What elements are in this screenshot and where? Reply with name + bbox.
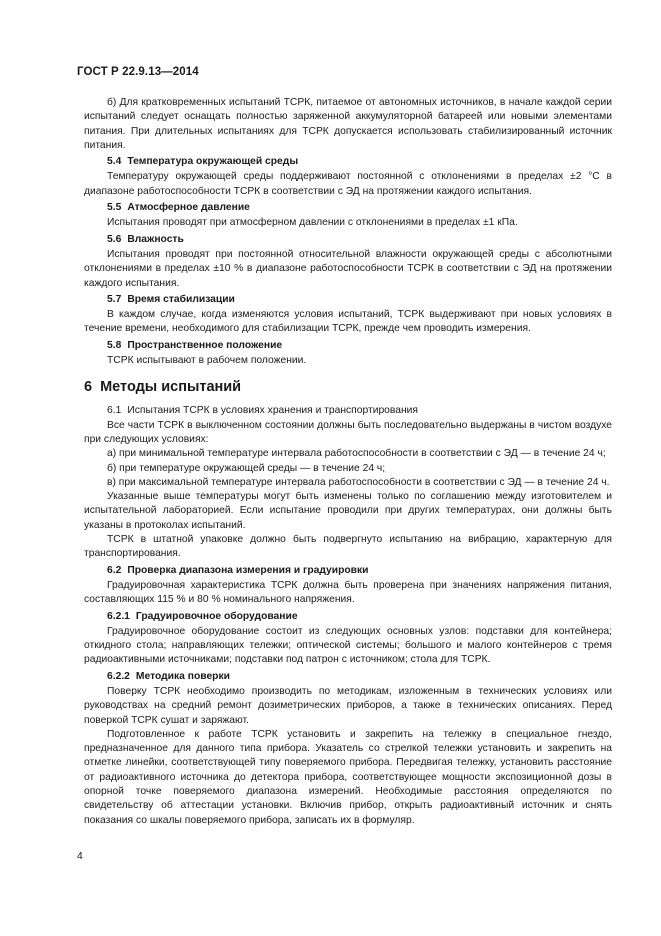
paragraph: Поверку ТСРК необходимо производить по методикам, изложенным в технических условиях или руководствах на средний ремонт дозиметрических приборов, а также в технических описаниях. Перед поверкой ТСРК сушат и заряжают.	[84, 685, 612, 726]
section-title: Методика поверки	[135, 670, 230, 682]
subsection-title	[84, 404, 612, 418]
paragraph: Все части ТСРК в выключенном состоянии должны быть последовательно выдержаны в чистом воздухе при следующих условиях:	[84, 419, 612, 445]
page-body	[84, 96, 612, 828]
section-number: 5.8	[107, 339, 122, 351]
paragraph: ТСРК испытывают в рабочем положении.	[107, 355, 307, 367]
paragraph: б) при температуре окружающей среды — в течение 24 ч;	[107, 462, 386, 474]
subsection-heading	[84, 339, 612, 353]
section-title: Проверка диапазона измерения и градуировки	[127, 564, 369, 576]
paragraph: а) при минимальной температуре интервала работоспособности в соответствии с ЭД — в течение 24 ч;	[107, 448, 606, 460]
standard-header: ГОСТ Р 22.9.13—2014	[77, 66, 199, 78]
paragraph: Подготовленное к работе ТСРК установить и закрепить на тележку в специальное гнездо, предназначенное для данного типа прибора. Указатель со стрелкой тележки установить и закрепить на отметке линейки, соответствующей типу поверяемого прибора. Передвигая тележку, установить расстояние от радиоактивного источника до детектора прибора, соответствующее мощности экспозиционной дозы в опорной точке поверяемого диапазона измерений. Необходимые расстояния определяются по свидетельству об аттестации установки. Включив прибор, открыть радиоактивный источник и снять показания со шкалы поверяемого прибора, записать их в формуляр.	[84, 728, 612, 826]
section-title: Атмосферное давление	[127, 202, 250, 214]
section-title: Методы испытаний	[100, 379, 242, 396]
subsection-heading	[84, 201, 612, 215]
paragraph: Испытания проводят при атмосферном давлении с отклонениями в пределах ±1 кПа.	[107, 217, 518, 229]
subsection-heading	[84, 233, 612, 247]
paragraph: Градуировочное оборудование состоит из следующих основных узлов: подставки для контейнера; откидного стола; направляющих тележки; оптической системы; большого и малого контейнеров с тремя радиоактивными источниками; подставки под патрон с источником; стола для ТСРК.	[84, 625, 612, 666]
paragraph: Температуру окружающей среды поддерживают постоянной с отклонениями в пределах ±2 °С в диапазоне работоспособности ТСРК в соответствии с ЭД на протяжении каждого испытания.	[84, 171, 612, 197]
section-number: 5.6	[107, 233, 122, 245]
paragraph: В каждом случае, когда изменяются условия испытаний, ТСРК выдерживают при новых условиях в течение времени, необходимого для стабилизации ТСРК, прежде чем проводить измерения.	[84, 309, 612, 335]
section-title: Температура окружающей среды	[127, 156, 299, 168]
subsection-heading	[84, 293, 612, 307]
section-heading	[84, 378, 612, 396]
subsection-heading	[84, 670, 612, 684]
section-title: Испытания ТСРК в условиях хранения и транспортирования	[127, 405, 419, 417]
section-number: 6	[84, 379, 93, 396]
page-number: 4	[77, 851, 83, 862]
paragraph: Испытания проводят при постоянной относительной влажности окружающей среды с абсолютными отклонениями в пределах ±10 % в диапазоне работоспособности ТСРК в соответствии с ЭД на протяжении каждого испытания.	[84, 248, 612, 289]
subsection-heading	[84, 610, 612, 624]
paragraph: ТСРК в штатной упаковке должно быть подвергнуто испытанию на вибрацию, характерную для транспортирования.	[84, 534, 612, 560]
section-number: 5.5	[107, 202, 122, 214]
section-number: 5.7	[107, 293, 122, 305]
section-title: Время стабилизации	[127, 293, 235, 305]
section-number: 6.1	[107, 405, 122, 417]
paragraph: Градуировочная характеристика ТСРК должна быть проверена при значениях напряжения питания, составляющих 115 % и 80 % номинального напряжения.	[84, 579, 612, 606]
section-number: 5.4	[107, 156, 122, 168]
section-number: 6.2	[107, 564, 122, 576]
section-title: Влажность	[127, 233, 184, 245]
paragraph: в) при максимальной температуре интервала работоспособности в соответствии с ЭД — в течение 24 ч.	[107, 476, 610, 488]
section-number: 6.2.2	[107, 670, 130, 682]
subsection-heading	[84, 564, 612, 578]
subsection-heading	[84, 155, 612, 169]
section-title: Пространственное положение	[127, 339, 283, 351]
paragraph: б) Для кратковременных испытаний ТСРК, питаемое от автономных источников, в начале каждой серии испытаний следует оснащать полностью заряженной аккумуляторной батареей или новыми элементами питания. При длительных испытаниях для ТСРК допускается использовать стабилизированный источник питания.	[84, 97, 612, 151]
paragraph: Указанные выше температуры могут быть изменены только по соглашению между изготовителем и испытательной лабораторией. Если испытание проводили при других температурах, они должны быть указаны в протоколах испытаний.	[84, 491, 612, 531]
section-title: Градуировочное оборудование	[135, 610, 298, 622]
section-number: 6.2.1	[107, 610, 130, 622]
